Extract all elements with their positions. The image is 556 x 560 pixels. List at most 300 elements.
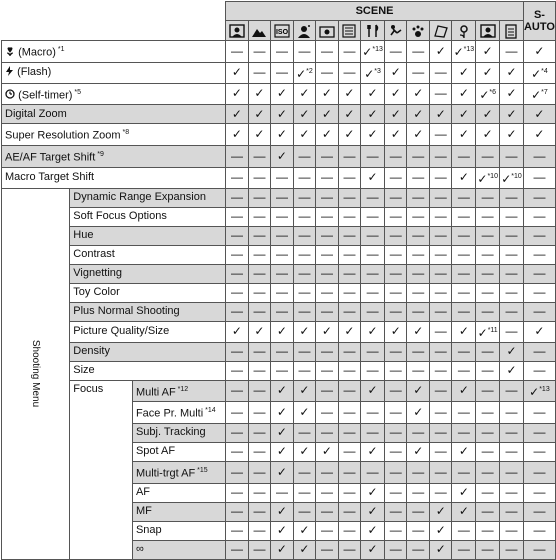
compat-cell xyxy=(476,62,500,83)
dash-mark: — xyxy=(389,425,402,440)
check-mark: ✓ xyxy=(413,383,424,398)
dash-mark: — xyxy=(343,485,356,500)
compat-cell xyxy=(523,245,555,264)
compat-cell xyxy=(271,83,294,105)
dash-mark: — xyxy=(533,363,546,378)
check-mark: ✓ xyxy=(482,127,493,142)
check-mark: ✓ xyxy=(390,86,401,101)
dash-mark: — xyxy=(253,464,266,479)
compat-cell xyxy=(361,105,385,124)
dash-mark: — xyxy=(457,190,470,205)
compat-cell xyxy=(407,83,430,105)
compat-cell xyxy=(429,226,452,245)
dash-mark: — xyxy=(366,190,379,205)
dash-mark: — xyxy=(412,523,425,538)
dash-mark: — xyxy=(434,86,447,101)
dash-mark: — xyxy=(253,444,266,459)
compat-cell xyxy=(293,167,316,188)
row-label xyxy=(132,380,225,402)
check-mark: ✓ xyxy=(276,425,287,440)
compat-cell xyxy=(407,283,430,302)
check-mark: ✓ xyxy=(458,485,469,500)
corner-blank xyxy=(2,2,226,41)
compat-cell xyxy=(338,342,361,361)
check-mark: ✓ xyxy=(534,127,545,142)
compat-cell xyxy=(384,167,407,188)
dash-mark: — xyxy=(412,464,425,479)
row-label-text: Contrast xyxy=(73,248,115,261)
compat-cell xyxy=(361,145,385,167)
dash-mark: — xyxy=(533,444,546,459)
dash-mark: — xyxy=(389,344,402,359)
table-row xyxy=(2,321,556,342)
compat-cell xyxy=(500,62,524,83)
compat-cell xyxy=(452,62,476,83)
compat-cell xyxy=(293,41,316,63)
dash-mark: — xyxy=(366,285,379,300)
compat-cell xyxy=(384,207,407,226)
dash-mark: — xyxy=(298,170,311,185)
compat-cell xyxy=(452,283,476,302)
compat-cell xyxy=(384,124,407,146)
dash-mark: — xyxy=(230,266,243,281)
dash-mark: — xyxy=(505,266,518,281)
check-mark: ✓ xyxy=(299,523,310,538)
compat-cell xyxy=(407,442,430,461)
compat-cell xyxy=(429,342,452,361)
compat-cell xyxy=(500,402,524,424)
dash-mark: — xyxy=(412,304,425,319)
compat-cell xyxy=(226,145,249,167)
compat-cell xyxy=(338,483,361,502)
compat-cell xyxy=(316,145,339,167)
footnote-marker: *15 xyxy=(195,466,208,474)
compat-cell xyxy=(384,342,407,361)
dash-mark: — xyxy=(275,285,288,300)
footnote-marker: *5 xyxy=(72,88,82,96)
table-row xyxy=(2,83,556,105)
compat-cell xyxy=(293,402,316,424)
compat-cell xyxy=(338,105,361,124)
row-label-text: Digital Zoom xyxy=(5,107,67,120)
compat-cell xyxy=(226,188,249,207)
dash-mark: — xyxy=(434,170,447,185)
dash-mark: — xyxy=(434,209,447,224)
dash-mark: — xyxy=(230,344,243,359)
compat-cell xyxy=(293,321,316,342)
compat-cell xyxy=(384,442,407,461)
dash-mark: — xyxy=(457,464,470,479)
compat-cell xyxy=(429,41,452,63)
dash-mark: — xyxy=(481,383,494,398)
check-mark: ✓ xyxy=(458,127,469,142)
dash-mark: — xyxy=(389,247,402,262)
compat-cell xyxy=(316,342,339,361)
dash-mark: — xyxy=(298,464,311,479)
dash-mark: — xyxy=(481,304,494,319)
compat-cell xyxy=(361,62,385,83)
dash-mark: — xyxy=(481,444,494,459)
compat-cell xyxy=(500,540,524,559)
flash-icon xyxy=(5,66,14,76)
dash-mark: — xyxy=(320,43,333,58)
dash-mark: — xyxy=(253,523,266,538)
compat-cell xyxy=(338,380,361,402)
dash-mark: — xyxy=(457,523,470,538)
dash-mark: — xyxy=(343,170,356,185)
compat-cell xyxy=(500,226,524,245)
row-label xyxy=(70,321,226,342)
compat-cell xyxy=(429,302,452,321)
compat-cell xyxy=(523,41,555,63)
compat-cell xyxy=(248,41,271,63)
compat-cell xyxy=(271,41,294,63)
check-mark: ✓ xyxy=(367,106,378,121)
compat-cell xyxy=(384,461,407,483)
compat-cell xyxy=(523,402,555,424)
row-label xyxy=(2,62,226,83)
dash-mark: — xyxy=(481,266,494,281)
dash-mark: — xyxy=(275,485,288,500)
compat-cell xyxy=(271,540,294,559)
row-label xyxy=(70,188,226,207)
row-icon-wrap xyxy=(5,89,18,101)
compat-cell xyxy=(523,83,555,105)
compat-cell xyxy=(384,226,407,245)
compat-cell xyxy=(226,207,249,226)
compat-cell xyxy=(361,207,385,226)
dash-mark: — xyxy=(230,228,243,243)
check-mark: ✓ xyxy=(299,405,310,420)
table-row xyxy=(2,105,556,124)
high-sensitivity-icon xyxy=(271,21,294,41)
check-mark: ✓ xyxy=(458,324,469,339)
dash-mark: — xyxy=(412,285,425,300)
dash-mark: — xyxy=(457,148,470,163)
compat-cell xyxy=(293,207,316,226)
row-label xyxy=(132,540,225,559)
row-label xyxy=(70,361,226,380)
footnote-marker: *13 xyxy=(463,46,475,54)
dash-mark: — xyxy=(275,247,288,262)
dash-mark: — xyxy=(505,542,518,557)
compat-cell xyxy=(429,423,452,442)
dash-mark: — xyxy=(320,304,333,319)
compat-cell xyxy=(476,83,500,105)
dash-mark: — xyxy=(366,344,379,359)
compat-cell xyxy=(338,361,361,380)
dash-mark: — xyxy=(298,363,311,378)
compat-cell xyxy=(500,380,524,402)
compat-cell xyxy=(452,380,476,402)
dash-mark: — xyxy=(275,228,288,243)
dash-mark: — xyxy=(298,190,311,205)
dash-mark: — xyxy=(457,247,470,262)
compat-cell xyxy=(316,540,339,559)
footnote-marker: *13 xyxy=(539,385,550,393)
compat-cell xyxy=(316,483,339,502)
compat-cell xyxy=(407,105,430,124)
compat-cell xyxy=(384,41,407,63)
compat-cell xyxy=(384,188,407,207)
compat-cell xyxy=(407,188,430,207)
compat-cell xyxy=(384,321,407,342)
compat-cell xyxy=(452,207,476,226)
compat-cell xyxy=(429,124,452,146)
compat-cell xyxy=(384,105,407,124)
compat-cell xyxy=(338,207,361,226)
check-mark: ✓ xyxy=(506,86,517,101)
row-label xyxy=(2,41,226,63)
dash-mark: — xyxy=(275,65,288,80)
dash-mark: — xyxy=(343,266,356,281)
dash-mark: — xyxy=(343,363,356,378)
dash-mark: — xyxy=(343,148,356,163)
compat-cell xyxy=(271,521,294,540)
compat-cell xyxy=(500,245,524,264)
row-label-text: Picture Quality/Size xyxy=(73,325,170,338)
compat-cell xyxy=(248,361,271,380)
check-mark: ✓ xyxy=(413,127,424,142)
compat-cell xyxy=(429,167,452,188)
compat-cell xyxy=(523,105,555,124)
dash-mark: — xyxy=(389,148,402,163)
compat-cell xyxy=(523,302,555,321)
dash-mark: — xyxy=(343,65,356,80)
dash-mark: — xyxy=(412,425,425,440)
compat-cell xyxy=(476,380,500,402)
check-mark: ✓ xyxy=(367,324,378,339)
compat-cell xyxy=(476,321,500,342)
compat-cell xyxy=(523,380,555,402)
compat-cell xyxy=(316,226,339,245)
check-mark: ✓ xyxy=(321,444,332,459)
dash-mark: — xyxy=(230,383,243,398)
dash-mark: — xyxy=(434,324,447,339)
compat-cell xyxy=(338,302,361,321)
compat-cell xyxy=(248,521,271,540)
compat-cell xyxy=(476,41,500,63)
row-label xyxy=(2,105,226,124)
table-row xyxy=(2,380,556,402)
compat-cell xyxy=(293,62,316,83)
compat-cell xyxy=(523,521,555,540)
compat-cell xyxy=(452,461,476,483)
compat-cell xyxy=(316,502,339,521)
table-row xyxy=(2,188,556,207)
compat-cell xyxy=(271,361,294,380)
dash-mark: — xyxy=(434,266,447,281)
footnote-marker: *13 xyxy=(372,46,383,54)
dash-mark: — xyxy=(298,247,311,262)
compat-cell xyxy=(271,302,294,321)
compat-cell xyxy=(248,442,271,461)
compat-cell xyxy=(316,302,339,321)
compat-cell xyxy=(248,461,271,483)
compat-cell xyxy=(226,442,249,461)
dash-mark: — xyxy=(389,464,402,479)
compat-cell xyxy=(500,423,524,442)
compat-cell xyxy=(384,283,407,302)
compat-cell xyxy=(248,226,271,245)
footnote-marker: *12 xyxy=(175,385,189,393)
compat-cell xyxy=(226,321,249,342)
compat-cell xyxy=(476,502,500,521)
compat-cell xyxy=(452,41,476,63)
dash-mark: — xyxy=(457,363,470,378)
check-mark: ✓ xyxy=(482,43,493,58)
dash-mark: — xyxy=(533,148,546,163)
dash-mark: — xyxy=(434,148,447,163)
check-mark: ✓ xyxy=(390,65,401,80)
dash-mark: — xyxy=(533,247,546,262)
dash-mark: — xyxy=(533,304,546,319)
compat-cell xyxy=(476,245,500,264)
row-label xyxy=(2,83,226,105)
check-mark: ✓ xyxy=(390,324,401,339)
row-label xyxy=(132,521,225,540)
row-label-text: Face Pr. Multi xyxy=(135,407,204,420)
compat-cell xyxy=(293,188,316,207)
compat-cell xyxy=(271,62,294,83)
row-label-text: Snap xyxy=(135,524,162,537)
compat-cell xyxy=(316,207,339,226)
dash-mark: — xyxy=(481,464,494,479)
check-mark: ✓ xyxy=(453,45,464,60)
dash-mark: — xyxy=(230,148,243,163)
dash-mark: — xyxy=(253,190,266,205)
row-label-text: Size xyxy=(73,364,95,377)
dash-mark: — xyxy=(320,504,333,519)
row-label xyxy=(70,226,226,245)
compat-cell xyxy=(248,540,271,559)
compat-cell xyxy=(407,461,430,483)
row-label xyxy=(2,167,226,188)
dash-mark: — xyxy=(389,228,402,243)
compat-cell xyxy=(338,321,361,342)
dash-mark: — xyxy=(298,285,311,300)
compat-cell xyxy=(452,167,476,188)
compat-cell xyxy=(500,521,524,540)
compat-cell xyxy=(338,521,361,540)
row-label xyxy=(70,245,226,264)
row-label-text: Toy Color xyxy=(73,286,120,299)
compat-cell xyxy=(523,442,555,461)
check-mark: ✓ xyxy=(254,106,265,121)
compat-cell xyxy=(384,264,407,283)
dash-mark: — xyxy=(343,523,356,538)
compat-cell xyxy=(338,124,361,146)
compat-cell xyxy=(293,483,316,502)
compat-cell xyxy=(226,521,249,540)
dash-mark: — xyxy=(253,65,266,80)
row-label xyxy=(70,283,226,302)
dash-mark: — xyxy=(320,65,333,80)
dash-mark: — xyxy=(481,190,494,205)
dash-mark: — xyxy=(275,190,288,205)
compat-cell xyxy=(429,145,452,167)
dash-mark: — xyxy=(457,304,470,319)
dash-mark: — xyxy=(412,170,425,185)
compat-cell xyxy=(293,245,316,264)
compat-cell xyxy=(316,264,339,283)
dash-mark: — xyxy=(230,190,243,205)
check-mark: ✓ xyxy=(362,45,373,60)
compat-cell xyxy=(248,83,271,105)
compat-cell xyxy=(452,521,476,540)
dash-mark: — xyxy=(253,43,266,58)
check-mark: ✓ xyxy=(231,127,242,142)
compat-cell xyxy=(293,283,316,302)
compat-cell xyxy=(452,188,476,207)
compat-cell xyxy=(500,41,524,63)
compat-cell xyxy=(500,264,524,283)
check-mark: ✓ xyxy=(435,504,446,519)
compat-cell xyxy=(429,442,452,461)
compat-cell xyxy=(248,245,271,264)
check-mark: ✓ xyxy=(367,485,378,500)
dash-mark: — xyxy=(389,523,402,538)
check-mark: ✓ xyxy=(413,444,424,459)
dash-mark: — xyxy=(343,542,356,557)
dash-mark: — xyxy=(366,148,379,163)
footnote-marker: *2 xyxy=(306,67,313,75)
compat-cell xyxy=(271,188,294,207)
compat-cell xyxy=(338,502,361,521)
s-auto-line2: AUTO xyxy=(523,21,555,33)
check-mark: ✓ xyxy=(344,106,355,121)
compat-cell xyxy=(361,283,385,302)
compat-cell xyxy=(338,461,361,483)
compat-cell xyxy=(338,167,361,188)
compat-cell xyxy=(500,502,524,521)
compat-cell xyxy=(361,83,385,105)
compat-cell xyxy=(523,342,555,361)
compat-cell xyxy=(429,321,452,342)
check-mark: ✓ xyxy=(299,542,310,557)
dash-mark: — xyxy=(275,43,288,58)
compat-cell xyxy=(248,264,271,283)
dash-mark: — xyxy=(389,209,402,224)
compat-cell xyxy=(271,226,294,245)
dash-mark: — xyxy=(320,285,333,300)
dash-mark: — xyxy=(434,65,447,80)
compat-cell xyxy=(476,145,500,167)
compat-cell xyxy=(523,188,555,207)
dash-mark: — xyxy=(253,383,266,398)
compat-cell xyxy=(293,540,316,559)
landscape-mode-icon xyxy=(248,21,271,41)
footnote-marker: *14 xyxy=(203,407,216,415)
scene-header: SCENE xyxy=(226,2,524,21)
dash-mark: — xyxy=(230,405,243,420)
compat-cell xyxy=(476,283,500,302)
compat-cell xyxy=(452,483,476,502)
compat-cell xyxy=(429,502,452,521)
dash-mark: — xyxy=(253,266,266,281)
compat-cell xyxy=(384,145,407,167)
dash-mark: — xyxy=(505,444,518,459)
row-icon-wrap xyxy=(5,47,18,59)
text-mode-icon xyxy=(338,21,361,41)
dash-mark: — xyxy=(366,304,379,319)
check-mark: ✓ xyxy=(529,384,540,399)
dash-mark: — xyxy=(533,344,546,359)
dash-mark: — xyxy=(533,285,546,300)
compat-cell xyxy=(384,83,407,105)
check-mark: ✓ xyxy=(506,344,517,359)
dash-mark: — xyxy=(230,363,243,378)
